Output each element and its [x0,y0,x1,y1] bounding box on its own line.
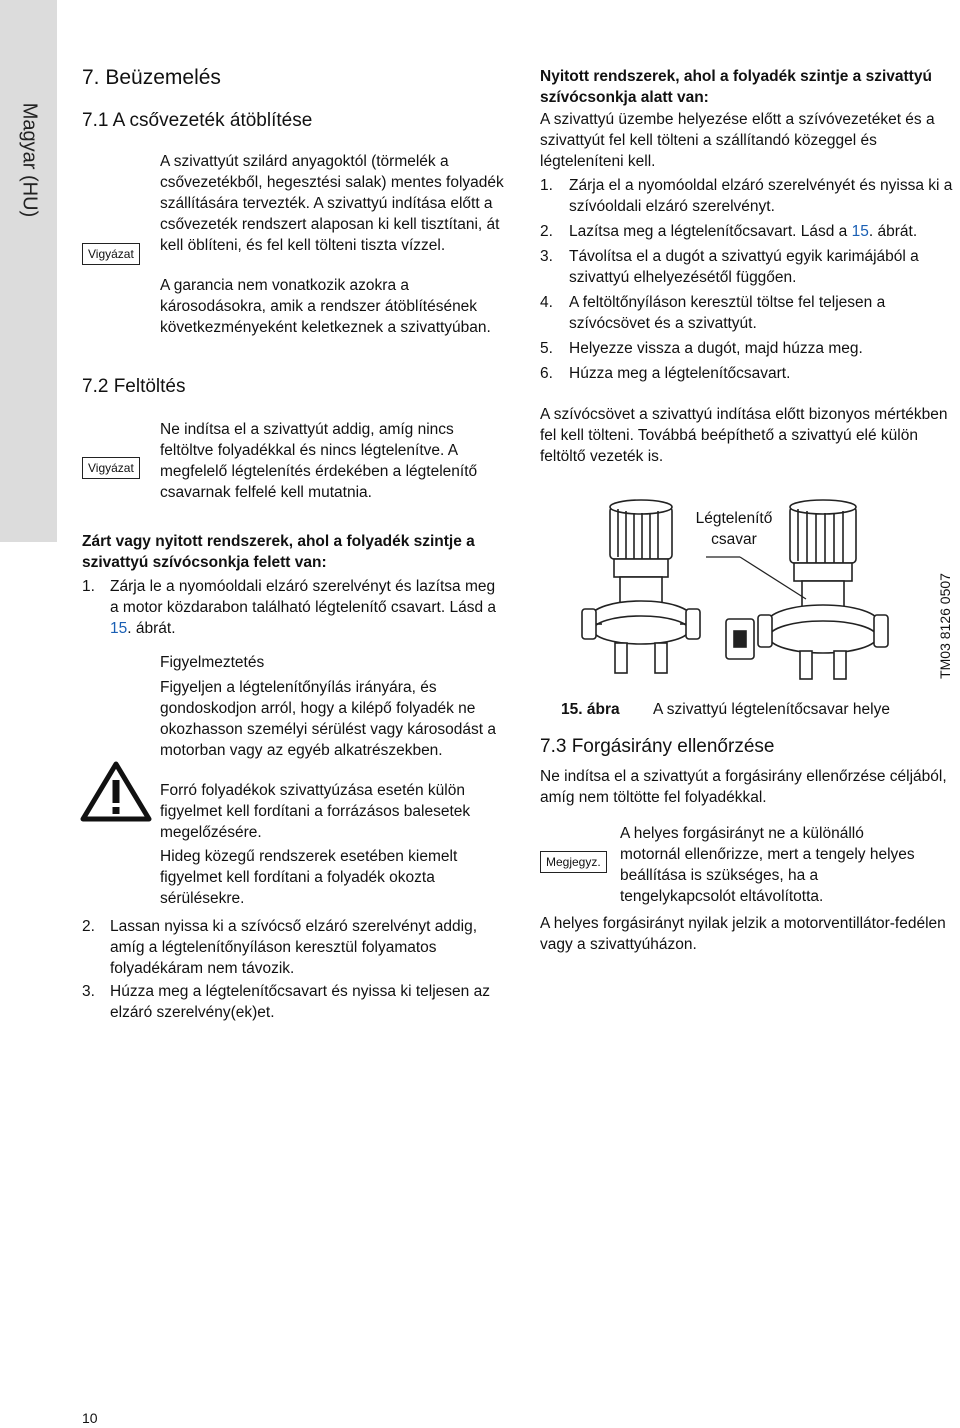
closed-step-2 [82,916,502,979]
step-number: 2. [540,223,553,240]
section-title: 7. Beüzemelés [82,66,221,89]
step-text: Lassan nyissa ki a szívócső elzáró szerelvényt addig, amíg a légtelenítőnyíláson keresztül folyamatos folyadékáram nem távozik. [110,918,478,977]
list-item [540,175,960,217]
callout-line-2: csavar [711,531,757,548]
figure-ref-link[interactable]: 15 [851,223,869,240]
list-item [540,292,960,334]
warning-triangle-icon [80,760,152,822]
step-text: Távolítsa el a dugót a szivattyú egyik karimájából a szivattyú elhelyezésétől függően. [569,248,919,286]
warranty-paragraph: A garancia nem vonatkozik azokra a károsodásokra, amik a rendszer átöblítésének következményeként keletkeznek a szivattyúban. [160,277,491,336]
flush-paragraph: A szivattyút szilárd anyagoktól (törmelék a csővezetékből, hegesztési salak) mentes folyadék szállítására tervezték. A szivattyú indítása előtt a csővezeték rendszert alaposan ki kell tisztítani, át kell öblíteni, és fel kell tölteni tiszta vízzel. [160,153,504,254]
rotation-arrows-paragraph: A helyes forgásirányt nyilak jelzik a motorventillátor-fedélen vagy a szivattyúházon. [540,915,946,953]
warning-paragraph-1: Figyeljen a légtelenítőnyílás irányára, és gondoskodjon arról, hogy a kilépő folyadék ne okozhasson személyi sérülést vagy károsodást a motorban vagy az egyéb alkatrészekben. [160,679,496,759]
step-number: 2. [82,918,95,935]
step-number: 1. [82,578,95,595]
caution-tag: Vigyázat [82,457,140,479]
step-number: 6. [540,365,553,382]
figure-callout-label [684,508,784,550]
open-system-heading: Nyitott rendszerek, ahol a folyadék szintje a szivattyú szívócsonkja alatt van: [540,68,932,106]
step-text: Húzza meg a légtelenítőcsavart. [569,365,791,382]
list-item [540,338,960,359]
step-number: 5. [540,340,553,357]
rotation-paragraph: Ne indítsa el a szivattyút a forgásirány ellenőrzése céljából, amíg nem töltötte fel folyadékkal. [540,768,947,806]
closed-system-heading: Zárt vagy nyitott rendszerek, ahol a folyadék szintje a szivattyú szívócsonkja felett van: [82,533,475,571]
warning-paragraph-2: Forró folyadékok szivattyúzása esetén külön figyelmet kell fordítani a forrázásos balesetek megelőzésére. [160,782,471,841]
open-system-intro: A szivattyú üzembe helyezése előtt a szívóvezetéket és a szivattyút fel kell tölteni a szállítandó közeggel és légteleníteni kell. [540,111,935,170]
closed-step-1 [82,576,502,639]
list-item [540,246,960,288]
subsection-title-7-2: 7.2 Feltöltés [82,376,186,397]
step-text: Húzza meg a légtelenítőcsavart és nyissa ki teljesen az elzáró szerelvény(ek)et. [110,983,490,1021]
note-paragraph: A helyes forgásirányt ne a különálló motornál ellenőrizze, mert a tengely helyes beállítása is szükséges, ha a tengelykapcsolót eltávolította. [620,825,915,905]
priming-paragraph: Ne indítsa el a szivattyút addig, amíg nincs feltöltve folyadékkal és nincs légtelenítve. A megfelelő légtelenítés érdekében a légtelenítő csavarnak felfelé kell mutatnia. [160,421,478,501]
step-text: Helyezze vissza a dugót, majd húzza meg. [569,340,863,357]
figure-caption: A szivattyú légtelenítőcsavar helye [653,701,890,718]
figure-code: TM03 8126 0507 [937,573,953,679]
caution-tag: Vigyázat [82,243,140,265]
subsection-title-7-1: 7.1 A csővezeték átöblítése [82,110,313,131]
step-text: Zárja el a nyomóoldal elzáró szerelvényét és nyissa ki a szívóoldali elzáró szerelvényt. [569,177,953,215]
list-item [540,221,960,242]
step-text: . ábrát. [868,223,918,240]
subsection-title-7-3: 7.3 Forgásirány ellenőrzése [540,736,775,757]
figure-ref-link[interactable]: 15 [110,620,128,637]
open-system-outro: A szívócsövet a szivattyú indítása előtt bizonyos mértékben fel kell tölteni. Továbbá beépíthető a szivattyú elé külön feltöltő vezeték is. [540,406,948,465]
step-text: Zárja le a nyomóoldali elzáró szerelvényt és lazítsa meg a motor közdarabon található légtelenítő csavart. Lásd a [110,578,497,616]
warning-title: Figyelmeztetés [160,654,265,671]
note-tag: Megjegyz. [540,851,607,873]
step-text: Lazítsa meg a légtelenítőcsavart. Lásd a [569,223,852,240]
closed-step-3 [82,981,502,1023]
page-number: 10 [82,1410,98,1426]
callout-line-1: Légtelenítő [695,510,773,527]
step-number: 3. [82,983,95,1000]
language-tab-label: Magyar (HU) [18,102,41,218]
warning-paragraph-3: Hideg közegű rendszerek esetében kiemelt figyelmet kell fordítani a folyadék okozta sérülésekre. [160,848,458,907]
open-system-steps [540,175,960,388]
step-number: 4. [540,294,553,311]
step-text: . ábrát. [127,620,176,637]
step-text: A feltöltőnyíláson keresztül töltse fel teljesen a szívócsövet és a szivattyút. [569,294,886,332]
list-item [540,363,960,384]
figure-number: 15. ábra [561,701,620,718]
language-side-tab [0,0,57,542]
step-number: 1. [540,177,553,194]
step-number: 3. [540,248,553,265]
